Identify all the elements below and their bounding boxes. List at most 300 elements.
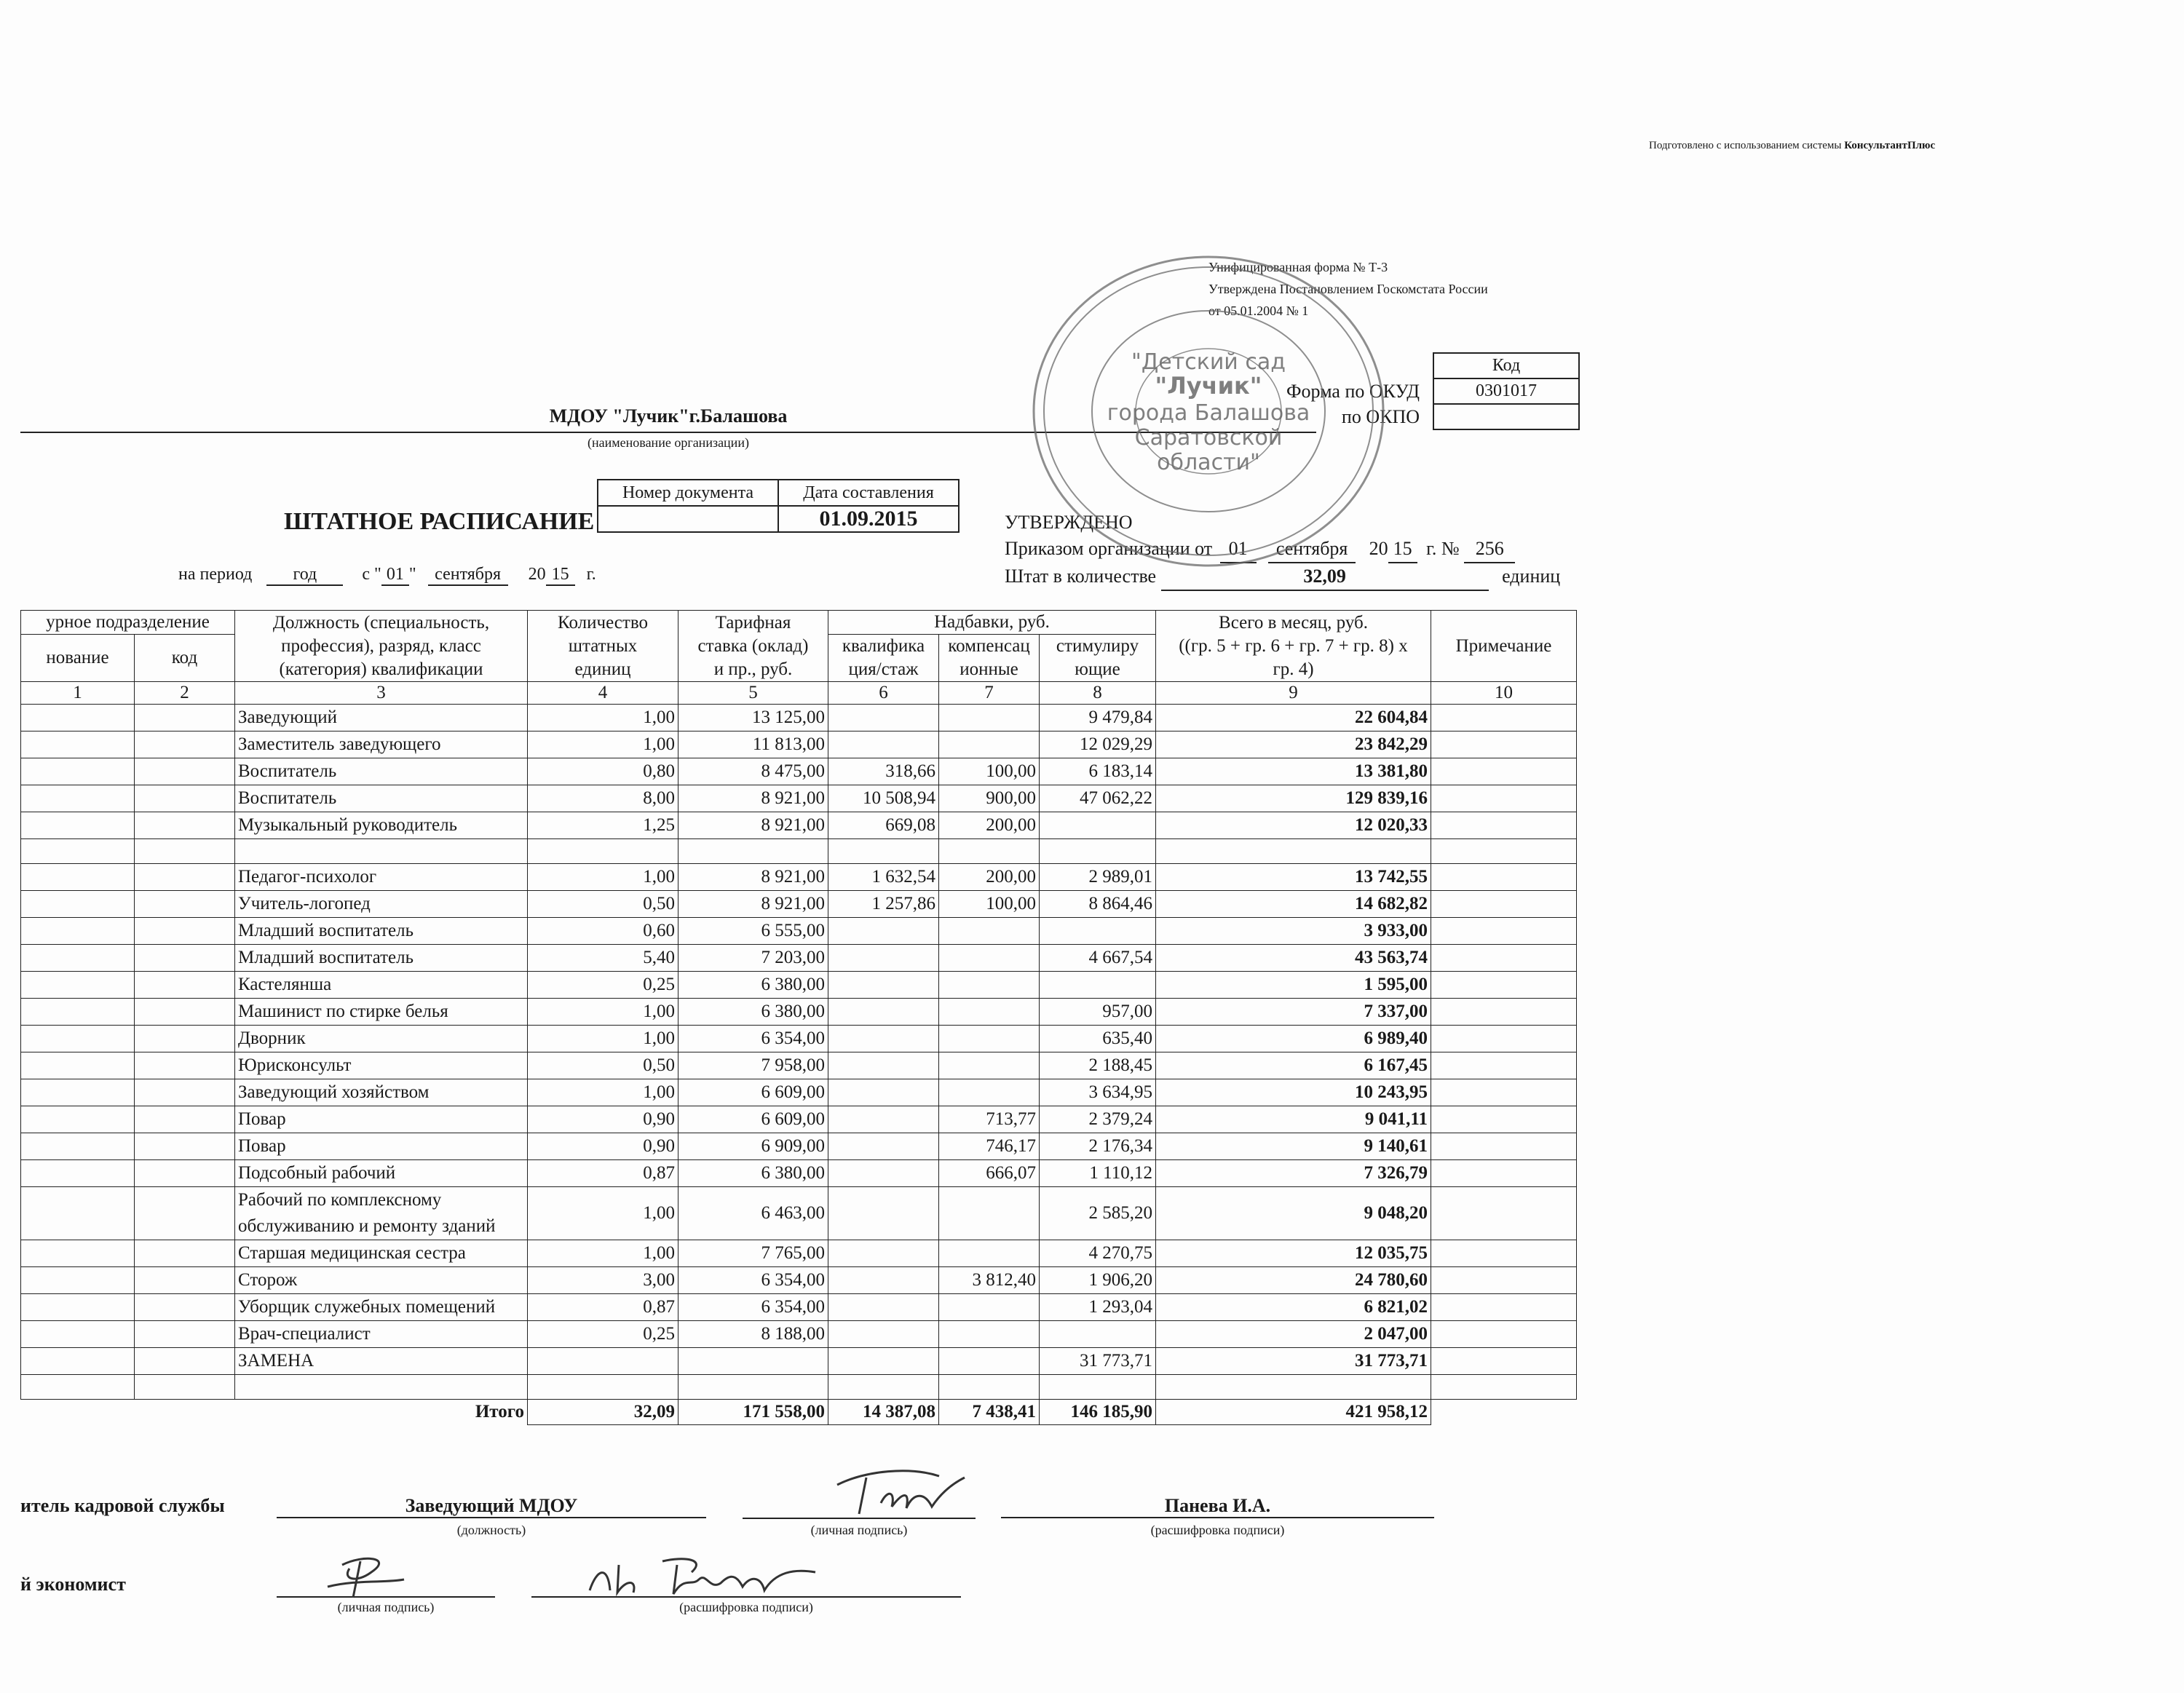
cell-name: [21, 1240, 135, 1267]
cell-count: 1,25: [528, 812, 678, 839]
cell-total: 6 821,02: [1156, 1294, 1431, 1321]
cell-qual: [828, 1160, 939, 1187]
table-row: [21, 1267, 1577, 1294]
cell-name: [21, 731, 135, 758]
col-number: 5: [678, 682, 828, 705]
cell-count: [528, 1375, 678, 1400]
cell-qual: [828, 945, 939, 972]
table-row: [21, 1294, 1577, 1321]
cell-rate: 6 909,00: [678, 1133, 828, 1160]
cell-stim: 635,40: [1040, 1026, 1156, 1052]
cell-name: [21, 758, 135, 785]
cell-stim: 4 667,54: [1040, 945, 1156, 972]
cell-count: 0,87: [528, 1160, 678, 1187]
cell-qual: [828, 972, 939, 999]
cell-position: Машинист по стирке белья: [235, 999, 528, 1026]
cell-position: Воспитатель: [235, 758, 528, 785]
cell-comp: [939, 1294, 1040, 1321]
col-bonuses: Надбавки, руб.: [828, 611, 1156, 635]
cell-position: Повар: [235, 1106, 528, 1133]
form-note-line1: Унифицированная форма № Т-3: [1208, 260, 1388, 274]
cell-total: 9 048,20: [1156, 1187, 1431, 1240]
cell-total: 14 682,82: [1156, 891, 1431, 918]
cell-count: 0,87: [528, 1294, 678, 1321]
cell-comp: [939, 945, 1040, 972]
col-position-l1: Должность (специальность,: [272, 612, 490, 633]
cell-position: Повар: [235, 1133, 528, 1160]
economist-signature-caption: (личная подпись): [337, 1600, 435, 1614]
cell-note: [1431, 1294, 1577, 1321]
cell-note: [1431, 945, 1577, 972]
cell-note: [1431, 1267, 1577, 1294]
hr-signature-field: [743, 1495, 976, 1519]
form-note-line3: от 05.01.2004 № 1: [1208, 304, 1309, 318]
cell-code: [135, 705, 235, 731]
cell-comp: [939, 918, 1040, 945]
cell-count: 0,60: [528, 918, 678, 945]
okud-value: 0301017: [1433, 378, 1579, 404]
cell-total: 3 933,00: [1156, 918, 1431, 945]
cell-position: Кастелянша: [235, 972, 528, 999]
cell-name: [21, 812, 135, 839]
cell-position: Дворник: [235, 1026, 528, 1052]
cell-comp: 713,77: [939, 1106, 1040, 1133]
period-century: 20: [528, 565, 546, 584]
cell-note: [1431, 1240, 1577, 1267]
col-number: 9: [1156, 682, 1431, 705]
cell-code: [135, 945, 235, 972]
cell-rate: 6 354,00: [678, 1294, 828, 1321]
cell-comp: 200,00: [939, 812, 1040, 839]
period-month: сентября: [428, 565, 508, 586]
cell-count: [528, 1348, 678, 1375]
cell-qual: 669,08: [828, 812, 939, 839]
cell-stim: [1040, 918, 1156, 945]
table-row: [21, 1348, 1577, 1375]
economist-name-field: [531, 1574, 961, 1598]
cell-stim: 4 270,75: [1040, 1240, 1156, 1267]
cell-qual: 1 632,54: [828, 864, 939, 891]
cell-stim: [1040, 972, 1156, 999]
col-name: нование: [21, 635, 135, 682]
cell-code: [135, 1321, 235, 1348]
cell-note: [1431, 864, 1577, 891]
cell-note: [1431, 1106, 1577, 1133]
total-comp: 7 438,41: [939, 1400, 1040, 1425]
cell-stim: [1040, 1321, 1156, 1348]
cell-rate: 6 354,00: [678, 1267, 828, 1294]
cell-count: 0,25: [528, 972, 678, 999]
cell-count: 1,00: [528, 1240, 678, 1267]
cell-qual: [828, 1106, 939, 1133]
cell-name: [21, 1294, 135, 1321]
cell-total: 23 842,29: [1156, 731, 1431, 758]
cell-rate: 6 555,00: [678, 918, 828, 945]
cell-rate: 8 921,00: [678, 812, 828, 839]
cell-stim: 12 029,29: [1040, 731, 1156, 758]
cell-position: Врач-специалист: [235, 1321, 528, 1348]
cell-stim: [1040, 839, 1156, 864]
cell-position: Подсобный рабочий: [235, 1160, 528, 1187]
cell-qual: [828, 839, 939, 864]
cell-total: 43 563,74: [1156, 945, 1431, 972]
cell-code: [135, 839, 235, 864]
cell-note: [1431, 1321, 1577, 1348]
cell-rate: 7 203,00: [678, 945, 828, 972]
cell-qual: [828, 1240, 939, 1267]
cell-stim: 957,00: [1040, 999, 1156, 1026]
total-stim: 146 185,90: [1040, 1400, 1156, 1425]
table-row: [21, 785, 1577, 812]
cell-count: 3,00: [528, 1267, 678, 1294]
cell-name: [21, 1052, 135, 1079]
cell-comp: [939, 705, 1040, 731]
cell-rate: 7 958,00: [678, 1052, 828, 1079]
cell-total: 7 326,79: [1156, 1160, 1431, 1187]
cell-count: 5,40: [528, 945, 678, 972]
col-stim-l1: стимулиру: [1056, 636, 1139, 656]
col-code: код: [135, 635, 235, 682]
table-row: [21, 891, 1577, 918]
table-row: [21, 972, 1577, 999]
organization-caption: (наименование организации): [587, 435, 749, 450]
col-comp: [939, 635, 1040, 682]
cell-code: [135, 972, 235, 999]
cell-position: Юрисконсульт: [235, 1052, 528, 1079]
table-row: [21, 705, 1577, 731]
cell-total: 1 595,00: [1156, 972, 1431, 999]
stamp-line1: "Детский сад: [1131, 349, 1286, 375]
cell-rate: 8 921,00: [678, 785, 828, 812]
document-box: [597, 479, 960, 533]
cell-total: 10 243,95: [1156, 1079, 1431, 1106]
cell-qual: [828, 731, 939, 758]
cell-code: [135, 1294, 235, 1321]
cell-qual: [828, 1079, 939, 1106]
cell-position: Заведующий: [235, 705, 528, 731]
cell-position: Старшая медицинская сестра: [235, 1240, 528, 1267]
cell-stim: 2 585,20: [1040, 1187, 1156, 1240]
cell-stim: 2 379,24: [1040, 1106, 1156, 1133]
cell-qual: [828, 705, 939, 731]
cell-name: [21, 999, 135, 1026]
doc-date-header: Дата составления: [778, 480, 959, 506]
cell-comp: 900,00: [939, 785, 1040, 812]
cell-comp: 3 812,40: [939, 1267, 1040, 1294]
cell-total: 13 381,80: [1156, 758, 1431, 785]
cell-rate: 6 609,00: [678, 1106, 828, 1133]
order-number: 256: [1464, 536, 1515, 563]
cell-note: [1431, 731, 1577, 758]
cell-name: [21, 918, 135, 945]
cell-name: [21, 1133, 135, 1160]
order-prefix: Приказом организации от: [1005, 538, 1213, 559]
table-row: [21, 1079, 1577, 1106]
cell-note: [1431, 812, 1577, 839]
order-year: 15: [1388, 536, 1417, 563]
cell-rate: 6 463,00: [678, 1187, 828, 1240]
cell-rate: 6 380,00: [678, 999, 828, 1026]
cell-note: [1431, 891, 1577, 918]
cell-note: [1431, 839, 1577, 864]
cell-name: [21, 1079, 135, 1106]
period-prefix: на период: [178, 565, 253, 584]
cell-qual: [828, 1133, 939, 1160]
col-total: [1156, 611, 1431, 682]
cell-qual: [828, 1375, 939, 1400]
cell-stim: 9 479,84: [1040, 705, 1156, 731]
cell-code: [135, 1026, 235, 1052]
col-count-l3: единиц: [574, 659, 631, 679]
cell-total: 7 337,00: [1156, 999, 1431, 1026]
cell-rate: 8 188,00: [678, 1321, 828, 1348]
cell-total: 129 839,16: [1156, 785, 1431, 812]
cell-comp: 746,17: [939, 1133, 1040, 1160]
table-row: [21, 999, 1577, 1026]
cell-note: [1431, 918, 1577, 945]
col-count: [528, 611, 678, 682]
table-row: [21, 1240, 1577, 1267]
cell-qual: 318,66: [828, 758, 939, 785]
cell-name: [21, 705, 135, 731]
col-position-l2: профессия), разряд, класс: [281, 635, 481, 656]
cell-position: Музыкальный руководитель: [235, 812, 528, 839]
cell-stim: [1040, 812, 1156, 839]
cell-rate: [678, 1348, 828, 1375]
codes-header: Код: [1433, 353, 1579, 378]
doc-date: 01.09.2015: [778, 506, 959, 532]
organization-underline: [20, 432, 1316, 433]
cell-qual: [828, 999, 939, 1026]
staff-value: 32,09: [1161, 563, 1489, 591]
order-month: сентября: [1268, 536, 1356, 563]
cell-code: [135, 1267, 235, 1294]
cell-stim: 6 183,14: [1040, 758, 1156, 785]
cell-qual: [828, 1348, 939, 1375]
period-term: год: [266, 565, 343, 586]
cell-position: Рабочий по комплексному обслуживанию и ремонту зданий: [235, 1187, 528, 1240]
approval-block: [1005, 510, 1560, 591]
cell-position: [235, 839, 528, 864]
table-row: [21, 1133, 1577, 1160]
cell-stim: 1 293,04: [1040, 1294, 1156, 1321]
cell-count: 0,90: [528, 1133, 678, 1160]
cell-total: 24 780,60: [1156, 1267, 1431, 1294]
prepared-note: [1649, 140, 1935, 152]
cell-count: 1,00: [528, 1079, 678, 1106]
cell-name: [21, 1267, 135, 1294]
col-number: 1: [21, 682, 135, 705]
cell-name: [21, 1187, 135, 1240]
cell-total: 6 989,40: [1156, 1026, 1431, 1052]
cell-comp: 200,00: [939, 864, 1040, 891]
cell-stim: 2 188,45: [1040, 1052, 1156, 1079]
cell-rate: 8 475,00: [678, 758, 828, 785]
cell-note: [1431, 972, 1577, 999]
cell-count: 1,00: [528, 999, 678, 1026]
period-suffix: г.: [586, 565, 596, 584]
cell-note: [1431, 1133, 1577, 1160]
cell-code: [135, 731, 235, 758]
hr-name-caption: (расшифровка подписи): [1150, 1523, 1285, 1537]
cell-comp: [939, 1026, 1040, 1052]
cell-code: [135, 1079, 235, 1106]
cell-comp: 100,00: [939, 758, 1040, 785]
doc-number: [598, 506, 778, 532]
cell-stim: 8 864,46: [1040, 891, 1156, 918]
order-century: 20: [1369, 538, 1388, 559]
cell-comp: [939, 1079, 1040, 1106]
period-quote: ": [408, 565, 416, 584]
cell-qual: 1 257,86: [828, 891, 939, 918]
hr-position: Заведующий МДОУ: [277, 1495, 706, 1518]
cell-code: [135, 1106, 235, 1133]
table-row: [21, 731, 1577, 758]
approved-order-line: [1005, 536, 1560, 563]
cell-note: [1431, 1160, 1577, 1187]
staff-label: Штат в количестве: [1005, 566, 1157, 587]
table-row: [21, 918, 1577, 945]
table-row: [21, 758, 1577, 785]
cell-comp: 666,07: [939, 1160, 1040, 1187]
cell-qual: [828, 1294, 939, 1321]
doc-number-header: Номер документа: [598, 480, 778, 506]
cell-code: [135, 1240, 235, 1267]
table-row: [21, 1187, 1577, 1240]
cell-comp: [939, 731, 1040, 758]
cell-total: [1156, 839, 1431, 864]
cell-name: [21, 1375, 135, 1400]
cell-position: Учитель-логопед: [235, 891, 528, 918]
cell-code: [135, 1187, 235, 1240]
economist-label: й экономист: [20, 1574, 126, 1595]
cell-rate: 8 921,00: [678, 891, 828, 918]
cell-count: [528, 839, 678, 864]
cell-qual: [828, 1026, 939, 1052]
cell-code: [135, 891, 235, 918]
prepared-note-prefix: Подготовлено с использованием системы: [1649, 140, 1842, 151]
cell-name: [21, 1160, 135, 1187]
cell-rate: 13 125,00: [678, 705, 828, 731]
cell-position: Уборщик служебных помещений: [235, 1294, 528, 1321]
cell-note: [1431, 1026, 1577, 1052]
period-day: 01: [381, 565, 409, 586]
col-count-l2: штатных: [568, 635, 638, 656]
cell-rate: 6 354,00: [678, 1026, 828, 1052]
table-body: [21, 705, 1577, 1400]
cell-note: [1431, 705, 1577, 731]
col-total-l3: гр. 4): [1273, 659, 1314, 679]
cell-stim: 2 176,34: [1040, 1133, 1156, 1160]
form-note: [1208, 256, 1488, 322]
table-row: [21, 812, 1577, 839]
cell-position: Педагог-психолог: [235, 864, 528, 891]
okpo-value: [1433, 404, 1579, 429]
cell-note: [1431, 1052, 1577, 1079]
cell-name: [21, 864, 135, 891]
cell-total: [1156, 1375, 1431, 1400]
cell-comp: [939, 839, 1040, 864]
col-qual-l1: квалифика: [842, 636, 925, 656]
cell-stim: 1 906,20: [1040, 1267, 1156, 1294]
period-line: [178, 565, 596, 586]
col-number: 8: [1040, 682, 1156, 705]
cell-total: 9 041,11: [1156, 1106, 1431, 1133]
table-row: [21, 1026, 1577, 1052]
col-total-l1: Всего в месяц, руб.: [1219, 612, 1368, 633]
total-row: [21, 1400, 1577, 1425]
cell-comp: [939, 1187, 1040, 1240]
hr-name: Панева И.А.: [1001, 1495, 1434, 1518]
cell-comp: [939, 1321, 1040, 1348]
cell-total: 31 773,71: [1156, 1348, 1431, 1375]
cell-code: [135, 864, 235, 891]
cell-qual: 10 508,94: [828, 785, 939, 812]
cell-note: [1431, 1079, 1577, 1106]
cell-name: [21, 891, 135, 918]
cell-code: [135, 1375, 235, 1400]
col-number: 4: [528, 682, 678, 705]
cell-name: [21, 972, 135, 999]
cell-comp: [939, 1052, 1040, 1079]
form-note-line2: Утверждена Постановлением Госкомстата России: [1208, 282, 1488, 296]
prepared-note-brand: КонсультантПлюс: [1844, 140, 1936, 151]
cell-code: [135, 999, 235, 1026]
cell-stim: 2 989,01: [1040, 864, 1156, 891]
order-g: г. №: [1426, 538, 1460, 559]
table-row: [21, 1375, 1577, 1400]
cell-name: [21, 945, 135, 972]
table-row: [21, 1321, 1577, 1348]
cell-count: 1,00: [528, 705, 678, 731]
cell-comp: [939, 1348, 1040, 1375]
hr-signature-caption: (личная подпись): [810, 1523, 908, 1537]
cell-position: Заместитель заведующего: [235, 731, 528, 758]
cell-rate: 8 921,00: [678, 864, 828, 891]
cell-count: 0,80: [528, 758, 678, 785]
cell-code: [135, 1348, 235, 1375]
cell-note: [1431, 1187, 1577, 1240]
period-year: 15: [546, 565, 575, 586]
cell-name: [21, 1106, 135, 1133]
table-row: [21, 1106, 1577, 1133]
cell-total: 6 167,45: [1156, 1052, 1431, 1079]
total-label: Итого: [21, 1400, 528, 1425]
cell-count: 1,00: [528, 731, 678, 758]
cell-stim: 1 110,12: [1040, 1160, 1156, 1187]
cell-stim: [1040, 1375, 1156, 1400]
col-division: урное подразделение: [21, 611, 235, 635]
stamp-line3: города Балашова: [1107, 400, 1310, 426]
cell-name: [21, 785, 135, 812]
col-comp-l2: ионные: [960, 659, 1018, 679]
table-row: [21, 1160, 1577, 1187]
cell-stim: 3 634,95: [1040, 1079, 1156, 1106]
cell-stim: 47 062,22: [1040, 785, 1156, 812]
col-number: 3: [235, 682, 528, 705]
total-qual: 14 387,08: [828, 1400, 939, 1425]
cell-note: [1431, 999, 1577, 1026]
order-day: 01: [1220, 536, 1257, 563]
cell-note: [1431, 758, 1577, 785]
cell-code: [135, 1052, 235, 1079]
cell-count: 8,00: [528, 785, 678, 812]
staff-line: [1005, 563, 1560, 591]
cell-position: [235, 1375, 528, 1400]
okpo-label: по ОКПО: [1341, 406, 1420, 427]
staff-unit: единиц: [1502, 566, 1561, 587]
cell-count: 1,00: [528, 1026, 678, 1052]
